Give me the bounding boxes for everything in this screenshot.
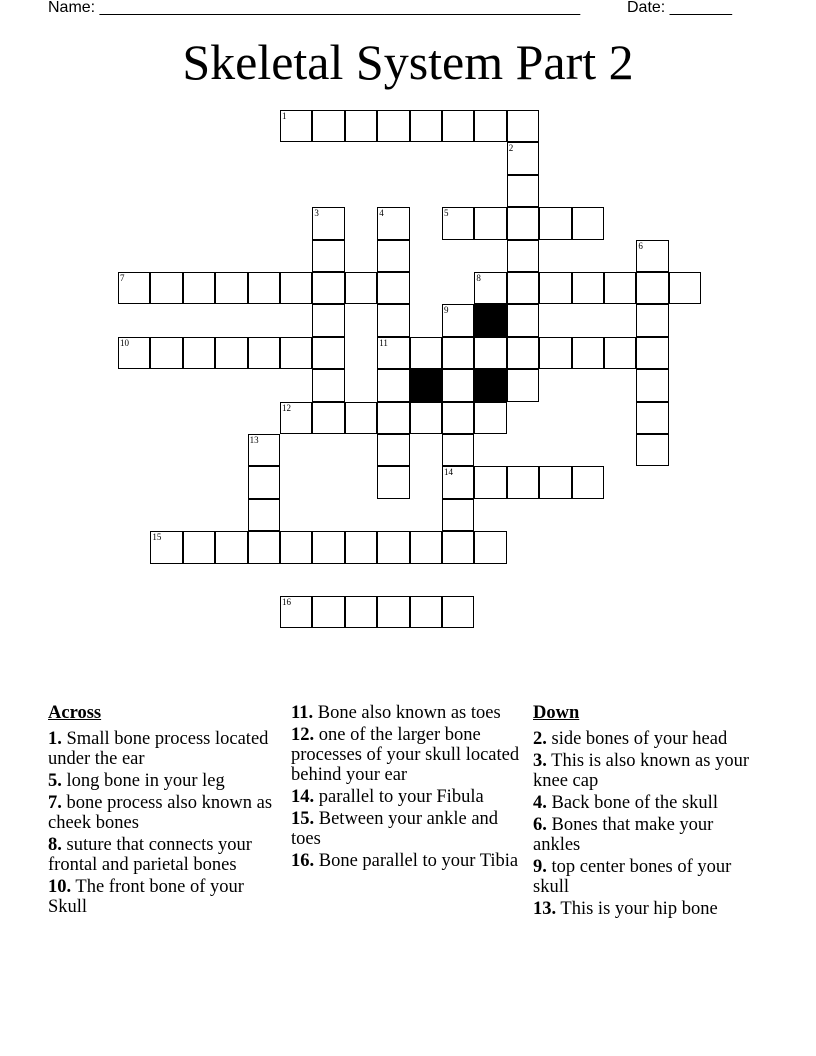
grid-cell[interactable]	[442, 110, 474, 142]
clue-item	[533, 793, 763, 813]
grid-cell[interactable]	[248, 466, 280, 498]
grid-cell[interactable]	[312, 369, 344, 401]
grid-cell[interactable]	[474, 207, 506, 239]
clue-item	[533, 729, 763, 749]
grid-cell[interactable]	[377, 110, 409, 142]
clue-item-number: 16.	[291, 851, 315, 871]
clue-number: 16	[282, 597, 291, 607]
down-clue-list	[533, 729, 763, 919]
grid-cell[interactable]	[377, 531, 409, 563]
grid-cell[interactable]	[507, 272, 539, 304]
grid-cell[interactable]	[150, 531, 182, 563]
clue-item	[48, 877, 276, 917]
grid-cell[interactable]	[572, 272, 604, 304]
grid-cell[interactable]	[345, 272, 377, 304]
date-field-line[interactable]: Date: _______	[627, 0, 732, 16]
clue-item-number: 13.	[533, 899, 557, 919]
grid-cell[interactable]	[377, 596, 409, 628]
grid-cell[interactable]	[377, 369, 409, 401]
clue-number: 2	[508, 143, 514, 154]
grid-cell[interactable]	[377, 466, 409, 498]
grid-cell[interactable]	[118, 272, 150, 304]
clue-item-number: 10.	[48, 877, 72, 897]
clue-number: 13	[249, 435, 259, 445]
clue-item	[48, 835, 276, 875]
clue-number: 14	[444, 467, 453, 478]
name-field-line[interactable]: Name: ______________________________________________________	[48, 0, 581, 16]
grid-cell-blocked	[474, 369, 506, 401]
grid-cell[interactable]	[604, 337, 636, 369]
grid-cell[interactable]	[312, 240, 344, 272]
grid-cell[interactable]	[442, 531, 474, 563]
grid-cell[interactable]	[636, 434, 668, 466]
clue-item-text: Bones that make your ankles	[533, 815, 714, 855]
grid-cell[interactable]	[507, 369, 539, 401]
clue-item-number: 11.	[291, 703, 314, 723]
grid-cell[interactable]	[636, 402, 668, 434]
grid-cell[interactable]	[474, 531, 506, 563]
clue-item-text: Small bone process located under the ear	[48, 729, 269, 769]
grid-cell[interactable]	[150, 337, 182, 369]
grid-cell[interactable]	[183, 531, 215, 563]
grid-cell[interactable]	[280, 596, 312, 628]
grid-cell[interactable]	[442, 304, 474, 336]
grid-cell[interactable]	[572, 337, 604, 369]
clue-number: 4	[379, 208, 384, 219]
clue-number: 5	[444, 208, 449, 219]
grid-cell[interactable]	[345, 402, 377, 434]
grid-cell[interactable]	[474, 272, 506, 304]
clue-item-text: suture that connects your frontal and parietal bones	[48, 835, 252, 875]
grid-cell[interactable]	[248, 531, 280, 563]
clue-item-number: 5.	[48, 771, 62, 791]
grid-cell[interactable]	[280, 272, 312, 304]
grid-cell[interactable]	[377, 402, 409, 434]
clue-number: 8	[476, 273, 481, 283]
grid-cell[interactable]	[215, 531, 247, 563]
grid-cell[interactable]	[377, 240, 409, 272]
grid-cell[interactable]	[248, 337, 280, 369]
grid-cell[interactable]	[118, 337, 150, 369]
clue-number: 10	[120, 337, 129, 348]
across-clue-list-continued	[291, 703, 521, 871]
grid-cell[interactable]	[572, 466, 604, 498]
grid-cell[interactable]	[410, 402, 442, 434]
grid-cell[interactable]	[377, 337, 409, 369]
grid-cell[interactable]	[312, 272, 344, 304]
grid-cell[interactable]	[636, 240, 668, 272]
grid-cell[interactable]	[442, 466, 474, 498]
grid-cell[interactable]	[377, 434, 409, 466]
grid-cell[interactable]	[474, 337, 506, 369]
clue-item-text: top center bones of your skull	[533, 857, 732, 897]
grid-cell[interactable]	[507, 142, 539, 174]
grid-cell[interactable]	[507, 207, 539, 239]
clue-number: 9	[444, 305, 449, 316]
clue-item-number: 2.	[533, 729, 547, 749]
clue-item-number: 15.	[291, 809, 315, 829]
grid-cell[interactable]	[312, 337, 344, 369]
clue-item-text: side bones of your head	[551, 729, 728, 749]
grid-cell-blocked	[474, 304, 506, 336]
clue-item	[291, 809, 521, 849]
grid-cell[interactable]	[280, 402, 312, 434]
grid-cell[interactable]	[442, 402, 474, 434]
grid-cell[interactable]	[539, 337, 571, 369]
grid-cell[interactable]	[539, 272, 571, 304]
grid-cell[interactable]	[183, 337, 215, 369]
grid-cell-blocked	[410, 369, 442, 401]
clues-column-2	[291, 703, 521, 873]
clue-number: 3	[314, 208, 319, 219]
grid-cell[interactable]	[636, 272, 668, 304]
grid-cell[interactable]	[215, 337, 247, 369]
clue-item	[533, 857, 763, 897]
clue-number: 7	[120, 273, 125, 283]
grid-cell[interactable]	[312, 402, 344, 434]
grid-cell[interactable]	[442, 434, 474, 466]
grid-cell[interactable]	[312, 596, 344, 628]
grid-cell[interactable]	[636, 337, 668, 369]
grid-cell[interactable]	[280, 531, 312, 563]
clue-number: 15	[152, 532, 162, 543]
grid-cell[interactable]	[345, 110, 377, 142]
clue-item	[291, 703, 521, 723]
grid-cell[interactable]	[183, 272, 215, 304]
grid-cell[interactable]	[410, 337, 442, 369]
clue-item-number: 12.	[291, 725, 315, 745]
clue-number: 1	[282, 111, 287, 121]
grid-cell[interactable]	[312, 531, 344, 563]
grid-cell[interactable]	[442, 207, 474, 239]
grid-cell[interactable]	[442, 337, 474, 369]
grid-cell[interactable]	[507, 466, 539, 498]
grid-cell[interactable]	[410, 596, 442, 628]
grid-cell[interactable]	[377, 304, 409, 336]
clue-item-number: 3.	[533, 751, 547, 771]
across-clue-list	[48, 729, 276, 917]
grid-cell[interactable]	[377, 272, 409, 304]
grid-cell[interactable]	[474, 466, 506, 498]
grid-cell[interactable]	[507, 304, 539, 336]
grid-cell[interactable]	[442, 499, 474, 531]
clue-item	[291, 787, 521, 807]
grid-cell[interactable]	[474, 402, 506, 434]
grid-cell[interactable]	[539, 207, 571, 239]
grid-cell[interactable]	[312, 110, 344, 142]
grid-cell[interactable]	[572, 207, 604, 239]
down-heading: Down	[533, 703, 580, 723]
grid-cell[interactable]	[442, 596, 474, 628]
clue-item-text: parallel to your Fibula	[318, 787, 484, 807]
grid-cell[interactable]	[312, 304, 344, 336]
clue-item-number: 14.	[291, 787, 315, 807]
clue-number: 6	[638, 240, 643, 251]
page-title: Skeletal System Part 2	[182, 34, 634, 90]
grid-cell[interactable]	[248, 499, 280, 531]
grid-cell[interactable]	[345, 596, 377, 628]
clue-item-text: Back bone of the skull	[551, 793, 718, 813]
clue-item-number: 9.	[533, 857, 547, 877]
grid-cell[interactable]	[312, 207, 344, 239]
clue-item	[291, 851, 521, 871]
grid-cell[interactable]	[669, 272, 701, 304]
clue-item	[533, 751, 763, 791]
grid-cell[interactable]	[377, 207, 409, 239]
clue-number: 11	[379, 337, 388, 348]
grid-cell[interactable]	[474, 110, 506, 142]
clues-column-3	[533, 703, 763, 921]
clue-item-text: This is your hip bone	[560, 899, 718, 919]
clue-item-text: Bone parallel to your Tibia	[318, 851, 519, 871]
clue-item-text: long bone in your leg	[66, 771, 225, 791]
across-heading: Across	[48, 703, 102, 723]
grid-cell[interactable]	[248, 434, 280, 466]
grid-cell[interactable]	[539, 466, 571, 498]
grid-cell[interactable]	[507, 337, 539, 369]
clue-item	[533, 899, 763, 919]
grid-cell[interactable]	[410, 110, 442, 142]
grid-cell[interactable]	[150, 272, 182, 304]
grid-cell[interactable]	[410, 531, 442, 563]
grid-cell[interactable]	[280, 337, 312, 369]
clue-item	[533, 815, 763, 855]
grid-cell[interactable]	[507, 110, 539, 142]
grid-cell[interactable]	[442, 369, 474, 401]
clue-item-number: 1.	[48, 729, 62, 749]
clue-item-text: The front bone of your Skull	[48, 877, 244, 917]
grid-cell[interactable]	[215, 272, 247, 304]
clue-item	[48, 793, 276, 833]
clue-item-number: 4.	[533, 793, 547, 813]
grid-cell[interactable]	[604, 272, 636, 304]
clue-number: 12	[282, 402, 291, 413]
clue-item	[48, 771, 276, 791]
clue-item-text: This is also known as your knee cap	[533, 751, 750, 791]
clue-item-text: one of the larger bone processes of your skull located behind your ear	[291, 725, 520, 785]
clues-column-1	[48, 703, 276, 919]
clue-item-number: 6.	[533, 815, 547, 835]
clue-item	[48, 729, 276, 769]
clue-item-text: Bone also known as toes	[317, 703, 501, 723]
clue-item	[291, 725, 521, 785]
grid-cell[interactable]	[636, 369, 668, 401]
grid-cell[interactable]	[636, 304, 668, 336]
grid-cell[interactable]	[280, 110, 312, 142]
clue-item-number: 7.	[48, 793, 62, 813]
clue-item-number: 8.	[48, 835, 62, 855]
grid-cell[interactable]	[507, 240, 539, 272]
grid-cell[interactable]	[248, 272, 280, 304]
grid-cell[interactable]	[507, 175, 539, 207]
grid-cell[interactable]	[345, 531, 377, 563]
clue-item-text: Between your ankle and toes	[291, 809, 499, 849]
clue-item-text: bone process also known as cheek bones	[48, 793, 273, 833]
